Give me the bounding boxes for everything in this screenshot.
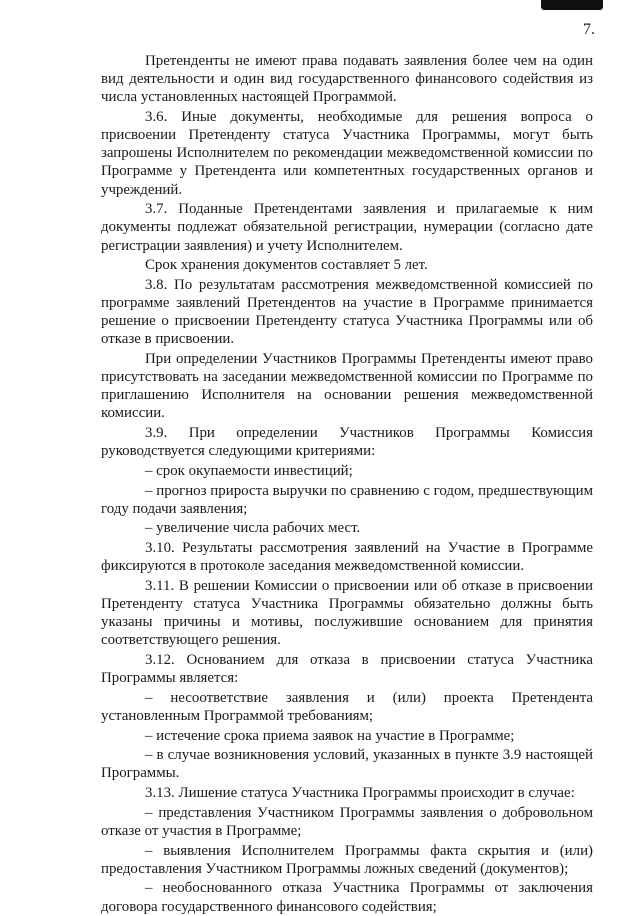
paragraph: 3.10. Результаты рассмотрения заявлений на Участие в Программе фиксируются в протоколе заседания межведомственной комиссии. bbox=[101, 540, 593, 575]
list-item: – срок окупаемости инвестиций; bbox=[145, 462, 353, 479]
page-number: 7. bbox=[583, 21, 595, 38]
document-body bbox=[101, 52, 593, 916]
paragraph: 3.11. В решении Комиссии о присвоении или об отказе в присвоении Претенденту статуса Участника Программы обязательно должны быть указаны причины и мотивы, послужившие основанием для принятия соответствующего решения. bbox=[101, 577, 593, 649]
list-item: – необоснованного отказа Участника Программы от заключения договора государственного финансового содействия; bbox=[101, 880, 593, 915]
paragraph: 3.13. Лишение статуса Участника Программы происходит в случае: bbox=[145, 785, 575, 802]
list-item: – в случае возникновения условий, указанных в пункте 3.9 настоящей Программы. bbox=[101, 747, 593, 782]
list-item: – несоответствие заявления и (или) проекта Претендента установленным Программой требованиям; bbox=[101, 689, 593, 724]
paragraph: При определении Участников Программы Претенденты имеют право присутствовать на заседании межведомственной комиссии по Программе по приглашению Исполнителя на основании решения межведомственной комиссии. bbox=[101, 351, 593, 422]
paragraph: 3.6. Иные документы, необходимые для решения вопроса о присвоении Претенденту статуса Участника Программы, могут быть запрошены Исполнителем по рекомендации межведомственной комиссии по Программе у Претендента или компетентных государственных органов и учреждений. bbox=[101, 108, 593, 198]
paragraph: 3.7. Поданные Претендентами заявления и прилагаемые к ним документы подлежат обязательной регистрации, нумерации (согласно дате регистрации заявления) и учету Исполнителем. bbox=[101, 201, 593, 254]
list-item: – увеличение числа рабочих мест. bbox=[145, 520, 361, 537]
paragraph: Срок хранения документов составляет 5 лет. bbox=[145, 257, 428, 274]
list-item: – истечение срока приема заявок на участие в Программе; bbox=[145, 727, 515, 744]
list-item: – представления Участником Программы заявления о добровольном отказе от участия в Программе; bbox=[101, 804, 593, 839]
paragraph: 3.9. При определении Участников Программы Комиссия руководствуется следующими критериями: bbox=[101, 425, 593, 460]
scan-corner-mark bbox=[541, 0, 603, 10]
paragraph: 3.8. По результатам рассмотрения межведомственной комиссией по программе заявлений Претендентов на участие в Программе принимается решение о присвоении Претенденту статуса Участника Программы или об отказе в присвоении. bbox=[101, 276, 593, 348]
paragraph: 3.12. Основанием для отказа в присвоении статуса Участника Программы является: bbox=[101, 652, 593, 687]
list-item: – выявления Исполнителем Программы факта скрытия и (или) предоставления Участником Программы ложных сведений (документов); bbox=[101, 842, 593, 877]
paragraph: Претенденты не имеют права подавать заявления более чем на один вид деятельности и один вид государственного финансового содействия из числа установленных настоящей Программой. bbox=[101, 53, 593, 106]
list-item: – прогноз прироста выручки по сравнению с годом, предшествующим году подачи заявления; bbox=[101, 482, 593, 517]
